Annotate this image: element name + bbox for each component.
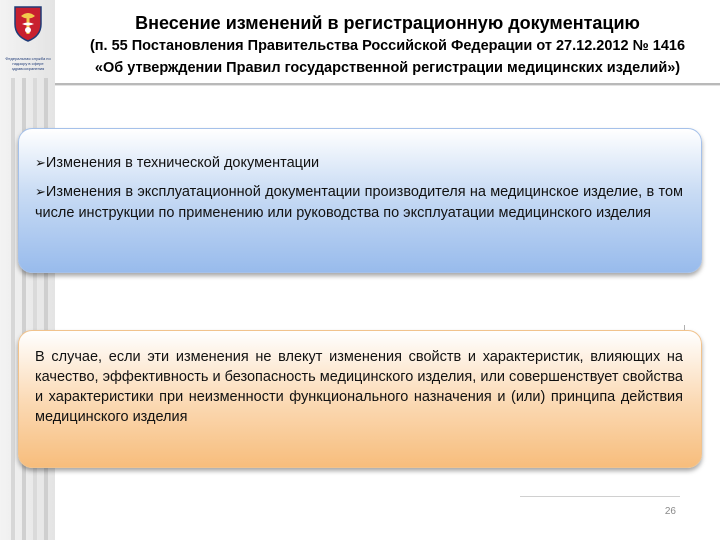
arrow-bullet-icon: ➢: [35, 185, 46, 200]
condition-box: [18, 330, 702, 468]
list-item-text: Изменения в эксплуатационной документации производителя на медицинское изделие, в том числе инструкции по применению или руководства по эксплуатации медицинского изделия: [35, 184, 683, 221]
page-title: Внесение изменений в регистрационную документацию: [135, 13, 640, 33]
subtitle-line-2: «Об утверждении Правил государственной регистрации медицинских изделий»): [94, 60, 681, 76]
footer-line: [520, 496, 680, 497]
logo-caption: Федеральная служба по надзору в сфере здравоохранения: [5, 56, 51, 71]
slide-header: [55, 0, 720, 82]
arrow-bullet-icon: ➢: [35, 156, 46, 171]
emblem-icon: [12, 4, 44, 42]
list-item: [35, 153, 683, 174]
decorative-stripe: [11, 78, 15, 540]
documentation-changes-box: [18, 128, 702, 273]
page-number: 26: [664, 506, 676, 517]
condition-text: В случае, если эти изменения не влекут изменения свойств и характеристик, влияющих на качество, эффективность и безопасность медицинского изделия, или совершенствует свойства и характеристики при неизменности функционального назначения и (или) принципа действия медицинского изделия: [35, 349, 683, 425]
list-item-text: Изменения в технической документации: [45, 155, 320, 171]
subtitle-line-1: (п. 55 Постановления Правительства Российской Федерации от 27.12.2012 № 1416: [89, 38, 686, 54]
header-divider-shadow: [55, 85, 720, 86]
list-item: [35, 182, 683, 223]
